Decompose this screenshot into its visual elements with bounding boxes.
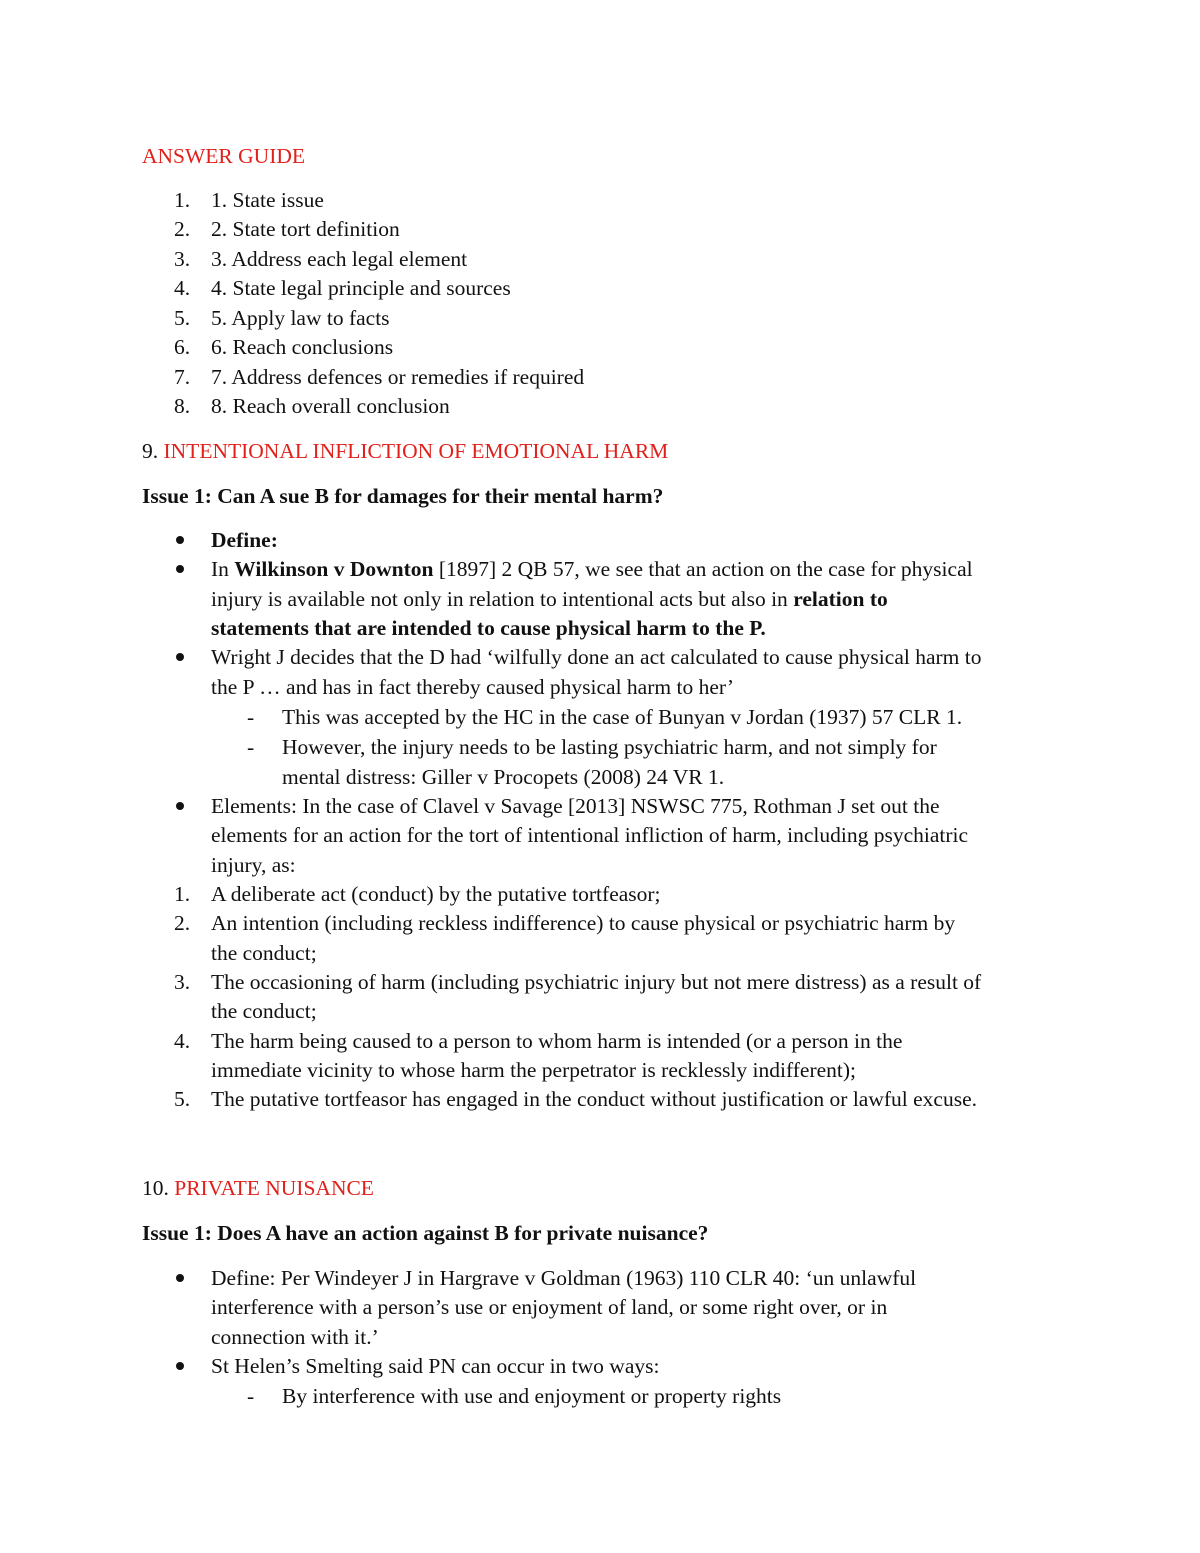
list-item: 1. State issue: [211, 188, 324, 212]
paragraph-line: Wright J decides that the D had ‘wilfully done an act calculated to cause physical harm to: [211, 645, 982, 669]
text-run: In: [211, 557, 235, 581]
bullet-icon: [176, 1362, 184, 1370]
section-9-heading: [142, 436, 668, 466]
paragraph-line: connection with it.’: [211, 1325, 379, 1349]
list-item-number: 1.: [174, 882, 191, 906]
answer-guide-title: ANSWER GUIDE: [142, 144, 306, 168]
section-number: 10.: [142, 1176, 175, 1200]
section-number: 9.: [142, 439, 164, 463]
paragraph-line: [211, 584, 888, 614]
define-label: Define:: [211, 528, 278, 552]
bullet-icon: [176, 653, 184, 661]
sub-point: mental distress: Giller v Procopets (2008) 24 VR 1.: [282, 765, 725, 789]
element-item: the conduct;: [211, 941, 317, 965]
paragraph-line: elements for an action for the tort of intentional infliction of harm, including psychiatric: [211, 823, 969, 847]
element-item: the conduct;: [211, 999, 317, 1023]
text-run: injury is available not only in relation to intentional acts but also in: [211, 587, 794, 611]
element-item: The harm being caused to a person to whom harm is intended (or a person in the: [211, 1029, 903, 1053]
bold-text: relation to: [793, 587, 888, 611]
case-name: Wilkinson v Downton: [234, 557, 434, 581]
list-item: 6. Reach conclusions: [211, 335, 394, 359]
list-item-number: 5.: [174, 306, 191, 330]
element-item: immediate vicinity to whose harm the perpetrator is recklessly indifferent);: [211, 1058, 856, 1082]
bold-text: statements that are intended to cause physical harm to the P.: [211, 616, 766, 640]
bullet-icon: [176, 1274, 184, 1282]
list-item: 5. Apply law to facts: [211, 306, 390, 330]
paragraph-line: interference with a person’s use or enjoyment of land, or some right over, or in: [211, 1295, 888, 1319]
dash-marker: -: [247, 735, 255, 759]
list-item-number: 2.: [174, 911, 191, 935]
list-item: 2. State tort definition: [211, 217, 400, 241]
list-item-number: 8.: [174, 394, 191, 418]
list-item: 4. State legal principle and sources: [211, 276, 511, 300]
sub-point: However, the injury needs to be lasting psychiatric harm, and not simply for: [282, 735, 937, 759]
list-item: 7. Address defences or remedies if required: [211, 365, 585, 389]
section-10-heading: [142, 1173, 374, 1203]
list-item-number: 6.: [174, 335, 191, 359]
text-run: [1897] 2 QB 57, we see that an action on the case for physical: [433, 557, 973, 581]
element-item: An intention (including reckless indifference) to cause physical or psychiatric harm by: [211, 911, 956, 935]
list-item-number: 2.: [174, 217, 191, 241]
list-item-number: 4.: [174, 276, 191, 300]
bullet-icon: [176, 536, 184, 544]
dash-marker: -: [247, 705, 255, 729]
element-item: A deliberate act (conduct) by the putative tortfeasor;: [211, 882, 661, 906]
paragraph-line: St Helen’s Smelting said PN can occur in two ways:: [211, 1354, 660, 1378]
section-title: PRIVATE NUISANCE: [174, 1176, 374, 1200]
paragraph-line: Define: Per Windeyer J in Hargrave v Goldman (1963) 110 CLR 40: ‘un unlawful: [211, 1266, 917, 1290]
list-item-number: 3.: [174, 970, 191, 994]
dash-marker: -: [247, 1384, 255, 1408]
bullet-icon: [176, 802, 184, 810]
sub-point: By interference with use and enjoyment or property rights: [282, 1384, 782, 1408]
element-item: The occasioning of harm (including psychiatric injury but not mere distress) as a result of: [211, 970, 982, 994]
list-item-number: 7.: [174, 365, 191, 389]
list-item: 8. Reach overall conclusion: [211, 394, 450, 418]
list-item-number: 1.: [174, 188, 191, 212]
paragraph-line: injury, as:: [211, 853, 296, 877]
list-item-number: 3.: [174, 247, 191, 271]
section-title: INTENTIONAL INFLICTION OF EMOTIONAL HARM: [163, 439, 669, 463]
element-item: The putative tortfeasor has engaged in the conduct without justification or lawful excuse.: [211, 1087, 978, 1111]
list-item: 3. Address each legal element: [211, 247, 468, 271]
list-item-number: 5.: [174, 1087, 191, 1111]
list-item-number: 4.: [174, 1029, 191, 1053]
paragraph-line: the P … and has in fact thereby caused physical harm to her’: [211, 675, 734, 699]
bullet-icon: [176, 565, 184, 573]
paragraph-line: Elements: In the case of Clavel v Savage [2013] NSWSC 775, Rothman J set out the: [211, 794, 940, 818]
sub-point: This was accepted by the HC in the case of Bunyan v Jordan (1937) 57 CLR 1.: [282, 705, 963, 729]
issue-heading: Issue 1: Can A sue B for damages for their mental harm?: [142, 484, 664, 508]
paragraph-line: [211, 554, 973, 584]
issue-heading: Issue 1: Does A have an action against B for private nuisance?: [142, 1221, 709, 1245]
